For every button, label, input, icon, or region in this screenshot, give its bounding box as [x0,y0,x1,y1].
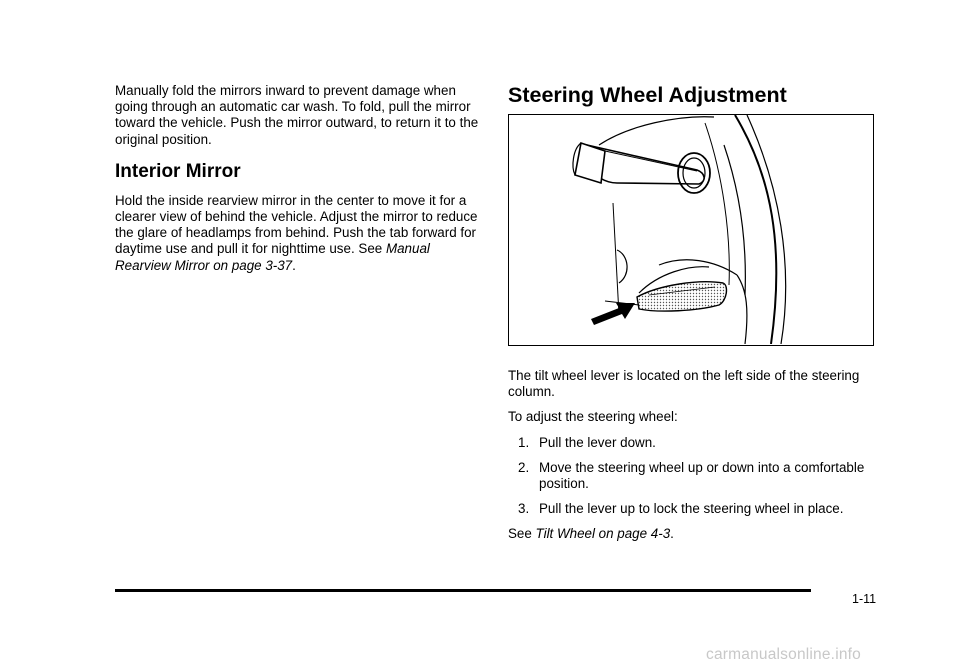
footer-rule [115,589,811,592]
interior-mirror-heading: Interior Mirror [115,160,241,182]
step-text: Move the steering wheel up or down into a comfortable position. [539,459,865,492]
page-number: 1-11 [852,592,877,606]
list-item [508,501,876,517]
tilt-lever-paragraph: The tilt wheel lever is located on the left side of the steering column. [508,368,860,400]
adjust-steps-list [508,435,876,518]
mirror-fold-paragraph: Manually fold the mirrors inward to prevent damage when going through an automatic car wash. To fold, pull the mirror toward the vehicle. Push the mirror outward, to return it to the original position. [115,83,479,147]
steering-column-drawing [509,115,872,344]
see-suffix: . [670,526,674,542]
left-column [115,83,487,274]
step-text: Pull the lever down. [539,434,656,450]
right-column [508,83,876,543]
steering-column-illustration [508,114,874,346]
list-item [508,435,876,451]
see-prefix: See [508,526,536,542]
step-number: 1. [518,434,530,450]
adjust-intro-paragraph: To adjust the steering wheel: [508,409,678,425]
step-number: 2. [518,459,530,475]
see-tilt-wheel-paragraph [508,526,876,542]
tilt-wheel-link[interactable]: Tilt Wheel on page 4-3 [535,526,671,542]
manual-rearview-mirror-link[interactable]: Manual Rearview Mirror on page 3-37 [115,241,430,273]
step-number: 3. [518,501,530,517]
watermark[interactable]: carmanualsonline.info [706,646,861,663]
interior-mirror-text: Hold the inside rearview mirror in the center to move it for a clearer view of behind the vehicle. Adjust the mirror to reduce the glare of headlamps from behind. Push the tab forward for daytime use and pull it for nighttime use. See [115,192,478,257]
step-text: Pull the lever up to lock the steering wheel in place. [539,501,844,517]
steering-wheel-heading: Steering Wheel Adjustment [508,83,787,107]
interior-mirror-suffix: . [292,257,296,273]
list-item [508,460,876,492]
interior-mirror-paragraph [115,193,487,274]
